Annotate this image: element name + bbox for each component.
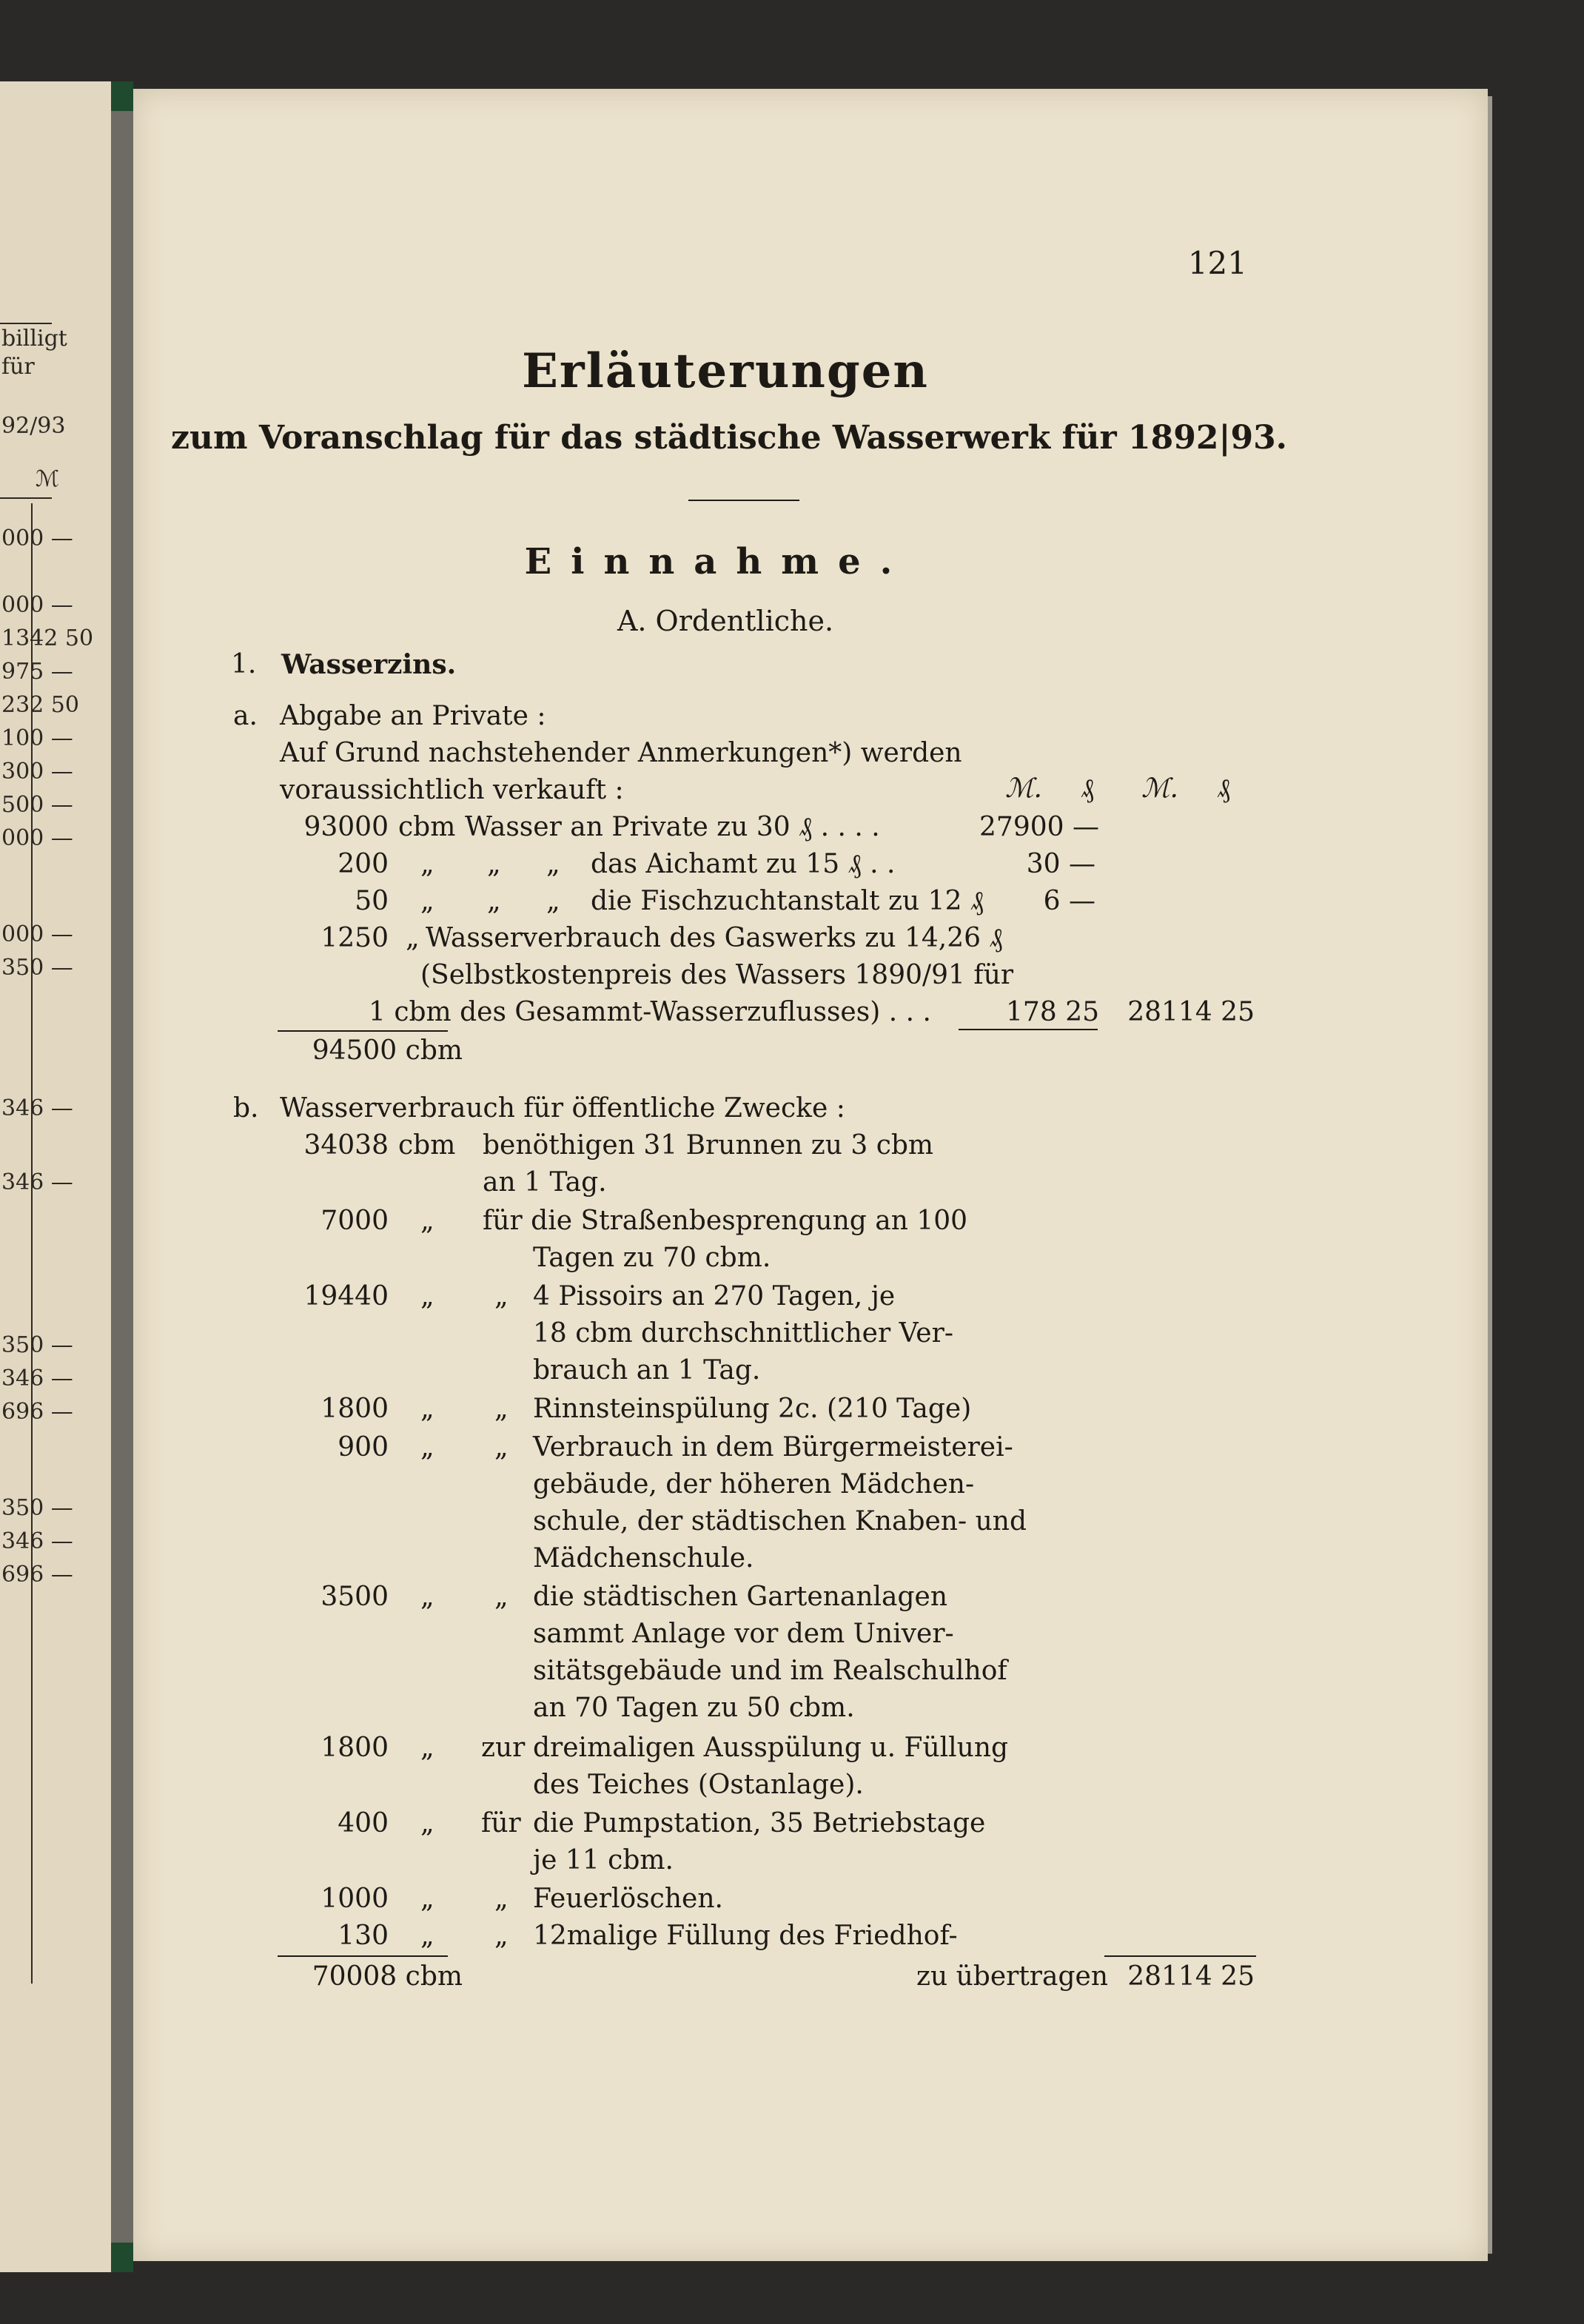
qty: 1800 — [321, 1733, 389, 1763]
left-value: 346 — — [1, 1095, 73, 1121]
left-value: 000 — — [1, 921, 73, 947]
book-spine — [111, 81, 133, 2272]
row-text: sitätsgebäude und im Realschulhof — [533, 1656, 1007, 1686]
part-b-letter: b. — [233, 1093, 259, 1124]
ditto-mark: „ — [420, 1394, 434, 1424]
currency-pfennig: ₰ — [1081, 773, 1094, 804]
ditto-mark: „ — [494, 1432, 509, 1462]
left-value: 346 — — [1, 1169, 73, 1195]
qty-unit: cbm — [398, 1130, 456, 1161]
ditto-mark: „ — [494, 1394, 509, 1424]
row-text: brauch an 1 Tag. — [533, 1355, 761, 1386]
document-page — [133, 89, 1488, 2261]
qty-rule — [278, 1030, 448, 1032]
qty: 130 — [338, 1921, 389, 1951]
row-text: für — [481, 1808, 521, 1838]
qty: 400 — [338, 1808, 389, 1838]
qty: 50 — [355, 886, 389, 916]
currency-mark: ℳ. — [1005, 773, 1042, 804]
ditto-mark: „ — [420, 886, 434, 916]
amount: 27900 — — [979, 812, 1099, 842]
ditto-mark: „ — [494, 1281, 509, 1312]
section-title: Einnahme. — [524, 541, 912, 582]
document-subtitle: zum Voranschlag für das städtische Wasserwerk für 1892|93. — [170, 419, 1288, 457]
item-number: 1. — [231, 649, 257, 679]
part-b-heading: Wasserverbrauch für öffentliche Zwecke : — [280, 1093, 845, 1124]
ditto-mark: „ — [494, 1921, 509, 1951]
row-text: das Aichamt zu 15 ₰ . . — [591, 849, 896, 879]
row-text: Tagen zu 70 cbm. — [533, 1243, 771, 1273]
row-text: Rinnsteinspülung 2c. (210 Tage) — [533, 1394, 972, 1424]
carry-label: zu übertragen — [916, 1961, 1109, 1992]
left-value: 346 — — [1, 1366, 73, 1391]
row-text: zur — [481, 1733, 526, 1763]
carry-rule — [1104, 1955, 1256, 1957]
total-qty: 70008 cbm — [312, 1961, 463, 1992]
row-text: für die Straßenbesprengung an 100 — [483, 1206, 968, 1236]
qty: 3500 — [321, 1582, 389, 1612]
currency-pfennig: ₰ — [1217, 773, 1230, 804]
ditto-mark: „ — [546, 849, 560, 879]
left-value: 350 — — [1, 1332, 73, 1358]
qty: 34038 — [303, 1130, 389, 1161]
carry-amount: 28114 25 — [1127, 1961, 1255, 1992]
ditto-mark: „ — [494, 1884, 509, 1914]
page-number: 121 — [1187, 245, 1247, 281]
qty: 7000 — [321, 1206, 389, 1236]
left-value: 696 — — [1, 1399, 73, 1425]
qty: 93000 — [303, 812, 389, 842]
ditto-mark: „ — [420, 1582, 434, 1612]
left-value: 000 — — [1, 525, 73, 551]
left-value: 300 — — [1, 759, 73, 785]
row-text: 18 cbm durchschnittlicher Ver- — [533, 1318, 953, 1349]
left-value: 000 — — [1, 825, 73, 851]
row-text: dreimaligen Ausspülung u. Füllung — [533, 1733, 1009, 1763]
qty: 19440 — [303, 1281, 389, 1312]
ditto-mark: „ — [420, 1921, 434, 1951]
qty: 200 — [338, 849, 389, 879]
ditto-mark: „ — [420, 1206, 434, 1236]
row-text: die Fischzuchtanstalt zu 12 ₰ — [591, 886, 984, 916]
amount-rule — [959, 1029, 1098, 1030]
row-text: die städtischen Gartenanlagen — [533, 1582, 948, 1612]
amount: 30 — — [1026, 849, 1095, 879]
left-value: 696 — — [1, 1562, 73, 1588]
qty: 1250 — [321, 923, 389, 953]
part-a-intro-1: Auf Grund nachstehender Anmerkungen*) werden — [280, 738, 962, 768]
document-title: Erläuterungen — [522, 343, 929, 399]
ditto-mark: „ — [420, 1281, 434, 1312]
qty-rule — [278, 1955, 448, 1957]
left-value: 500 — — [1, 792, 73, 818]
ditto-mark: „ — [420, 1884, 434, 1914]
left-value: 1342 50 — [1, 625, 94, 651]
qty: 1000 — [321, 1884, 389, 1914]
total-qty: 94500 cbm — [312, 1035, 463, 1066]
currency-mark: ℳ. — [1141, 773, 1178, 804]
left-value: 350 — — [1, 1495, 73, 1521]
ditto-mark: „ — [420, 849, 434, 879]
row-text: die Pumpstation, 35 Betriebstage — [533, 1808, 986, 1838]
part-a-intro-2: voraussichtlich verkauft : — [280, 775, 624, 805]
left-unit: ℳ — [36, 466, 60, 492]
row-text: je 11 cbm. — [533, 1845, 674, 1875]
row-text: benöthigen 31 Brunnen zu 3 cbm — [483, 1130, 934, 1161]
left-value: 000 — — [1, 592, 73, 618]
left-value: 346 — — [1, 1528, 73, 1554]
row-text: Mädchenschule. — [533, 1543, 754, 1574]
qty: 1800 — [321, 1394, 389, 1424]
left-value: 350 — — [1, 955, 73, 981]
amount: 6 — — [1043, 886, 1095, 916]
part-a-heading: Abgabe an Private : — [280, 701, 546, 731]
row-text: Wasserverbrauch des Gaswerks zu 14,26 ₰ — [426, 923, 1003, 953]
ditto-mark: „ — [406, 923, 420, 953]
row-text: schule, der städtischen Knaben- und — [533, 1506, 1027, 1537]
left-heading-3: 92/93 — [1, 413, 66, 439]
left-value: 975 — — [1, 659, 73, 685]
row-text: an 1 Tag. — [483, 1167, 607, 1198]
row-text: gebäude, der höheren Mädchen- — [533, 1469, 975, 1499]
row-text: Verbrauch in dem Bürgermeisterei- — [533, 1432, 1013, 1462]
row-text: des Teiches (Ostanlage). — [533, 1770, 864, 1800]
ditto-mark: „ — [420, 1733, 434, 1763]
ditto-mark: „ — [420, 1432, 434, 1462]
row-text: 12malige Füllung des Friedhof- — [533, 1921, 958, 1951]
row-text: 4 Pissoirs an 270 Tagen, je — [533, 1281, 896, 1312]
subtotal: 28114 25 — [1127, 997, 1255, 1027]
ditto-mark: „ — [420, 1808, 434, 1838]
left-heading-2: für — [1, 354, 35, 380]
row-text: sammt Anlage vor dem Univer- — [533, 1619, 954, 1649]
row-text: an 70 Tagen zu 50 cbm. — [533, 1693, 855, 1723]
subsection-title: A. Ordentliche. — [617, 605, 834, 637]
row-text: 1 cbm des Gesammt-Wasserzuflusses) . . . — [369, 997, 931, 1027]
ditto-mark: „ — [494, 1582, 509, 1612]
qty-unit: cbm — [398, 812, 456, 842]
ditto-mark: „ — [546, 886, 560, 916]
left-page-fragment — [0, 81, 114, 2272]
left-heading-1: billigt — [1, 326, 67, 352]
qty: 900 — [338, 1432, 389, 1462]
row-text: Wasser an Private zu 30 ₰ . . . . — [465, 812, 880, 842]
row-text: Feuerlöschen. — [533, 1884, 723, 1914]
row-text: (Selbstkostenpreis des Wassers 1890/91 für — [420, 960, 1014, 990]
amount: 178 25 — [1006, 997, 1099, 1027]
left-value: 100 — — [1, 725, 73, 751]
item-label: Wasserzins. — [281, 649, 457, 680]
ditto-mark: „ — [487, 849, 501, 879]
part-a-letter: a. — [233, 701, 258, 731]
ditto-mark: „ — [487, 886, 501, 916]
left-value: 232 50 — [1, 692, 79, 718]
title-divider — [688, 500, 799, 501]
